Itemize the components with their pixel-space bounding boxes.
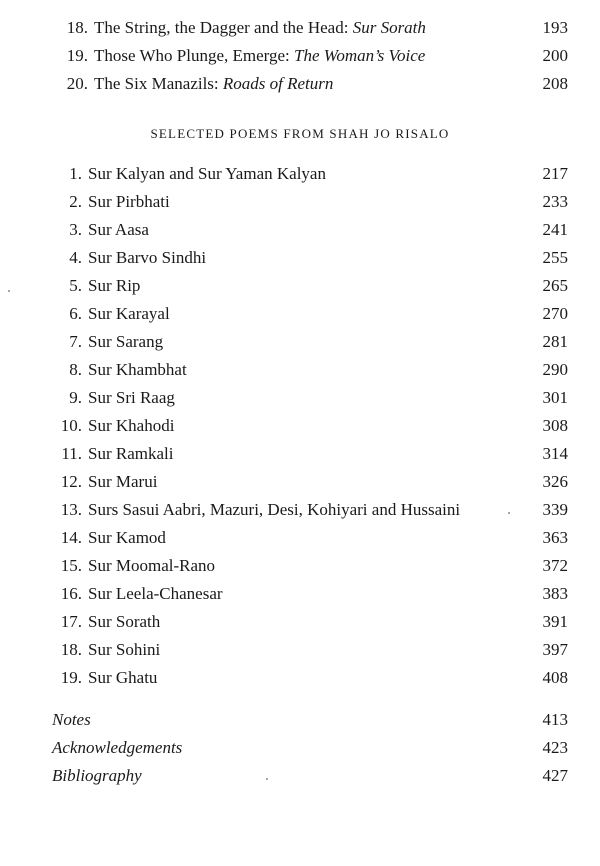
poem-page: 326 [542, 472, 568, 491]
poem-number: 5. [69, 276, 82, 295]
poem-page: 233 [542, 192, 568, 211]
poem-title: Sur Sohini [88, 640, 161, 659]
poem-number: 11. [61, 444, 82, 463]
poem-number: 12. [60, 472, 82, 491]
poem-title: Sur Leela-Chanesar [88, 584, 223, 603]
poem-page: 255 [542, 248, 568, 267]
scan-speck [508, 512, 510, 514]
poem-entry [0, 414, 600, 438]
poem-number: 8. [69, 360, 82, 379]
poem-number: 13. [60, 500, 82, 519]
poem-title: Sur Sri Raag [88, 388, 175, 407]
entry-page: 208 [542, 74, 568, 93]
poem-entry [0, 246, 600, 270]
poem-title: Sur Karayal [88, 304, 170, 323]
poem-page: 217 [542, 164, 568, 183]
poem-title: Sur Kamod [88, 528, 166, 547]
poem-number: 19. [60, 668, 82, 687]
poem-title: Sur Kalyan and Sur Yaman Kalyan [88, 164, 326, 183]
poem-entry [0, 302, 600, 326]
poem-title: Sur Barvo Sindhi [88, 248, 207, 267]
entry-title: The Six Manazils: Roads of Return [94, 74, 334, 93]
acknowledgements-page: 423 [542, 738, 568, 757]
poem-page: 314 [542, 444, 568, 463]
poem-title: Sur Ghatu [88, 668, 158, 687]
bibliography-page: 427 [542, 766, 568, 785]
notes-page: 413 [542, 710, 568, 729]
notes-title: Notes [52, 710, 91, 729]
poem-title: Sur Moomal-Rano [88, 556, 216, 575]
notes-page-row [0, 708, 600, 732]
poem-page: 241 [542, 220, 568, 239]
poem-entry [0, 582, 600, 606]
poem-entry [0, 162, 600, 186]
poem-number: 9. [69, 388, 82, 407]
poem-entry [0, 526, 600, 550]
poem-number: 4. [69, 248, 82, 267]
poem-page: 339 [542, 500, 568, 519]
bibliography-title: Bibliography [52, 766, 142, 785]
section-heading: SELECTED POEMS FROM SHAH JO RISALO [150, 126, 450, 141]
entry-page: 193 [542, 18, 568, 37]
toc-entry [0, 44, 600, 68]
entry-title: The String, the Dagger and the Head: Sur Sorath [94, 18, 426, 37]
poem-entry [0, 386, 600, 410]
poem-title: Sur Khahodi [88, 416, 175, 435]
poem-entry [0, 638, 600, 662]
poem-title: Sur Aasa [88, 220, 149, 239]
poem-page: 383 [542, 584, 568, 603]
poem-page: 363 [542, 528, 568, 547]
poem-title: Sur Sorath [88, 612, 161, 631]
poem-entry [0, 498, 600, 522]
poem-entry [0, 274, 600, 298]
poem-number: 17. [60, 612, 82, 631]
entry-number: 19. [66, 46, 88, 65]
scan-speck [266, 778, 268, 780]
poem-number: 15. [60, 556, 82, 575]
toc-entry [0, 72, 600, 96]
poem-entry [0, 190, 600, 214]
bibliography-page-row [0, 764, 600, 788]
poem-number: 10. [60, 416, 82, 435]
acknowledgements-page-row [0, 736, 600, 760]
poem-entry [0, 218, 600, 242]
poem-entry [0, 442, 600, 466]
entry-page: 200 [542, 46, 568, 65]
poem-entry [0, 330, 600, 354]
poem-entry [0, 610, 600, 634]
poem-number: 1. [69, 164, 82, 183]
poem-title: Sur Marui [88, 472, 158, 491]
poem-page: 290 [542, 360, 568, 379]
poem-title: Sur Pirbhati [88, 192, 170, 211]
poem-page: 372 [542, 556, 568, 575]
poem-entry [0, 470, 600, 494]
toc-entry [0, 16, 600, 40]
poem-number: 18. [60, 640, 82, 659]
poem-entry [0, 554, 600, 578]
entry-number: 20. [66, 74, 88, 93]
poem-page: 308 [542, 416, 568, 435]
poem-page: 408 [542, 668, 568, 687]
poem-number: 7. [69, 332, 82, 351]
poem-number: 6. [69, 304, 82, 323]
poem-entry [0, 358, 600, 382]
entry-title: Those Who Plunge, Emerge: The Woman’s Voice [94, 46, 426, 65]
poem-page: 281 [542, 332, 568, 351]
poem-title: Sur Sarang [88, 332, 164, 351]
poem-title: Surs Sasui Aabri, Mazuri, Desi, Kohiyari and Hussaini [88, 500, 461, 519]
entry-number: 18. [66, 18, 88, 37]
poem-title: Sur Rip [88, 276, 141, 295]
poem-number: 16. [60, 584, 82, 603]
poem-page: 301 [542, 388, 568, 407]
scan-speck [8, 290, 10, 292]
poem-title: Sur Ramkali [88, 444, 174, 463]
acknowledgements-title: Acknowledgements [52, 738, 183, 757]
poem-page: 265 [542, 276, 568, 295]
poem-number: 2. [69, 192, 82, 211]
poem-number: 14. [60, 528, 82, 547]
poem-entry [0, 666, 600, 690]
poem-number: 3. [69, 220, 82, 239]
poem-title: Sur Khambhat [88, 360, 187, 379]
poem-page: 270 [542, 304, 568, 323]
poem-page: 391 [542, 612, 568, 631]
poem-page: 397 [542, 640, 568, 659]
